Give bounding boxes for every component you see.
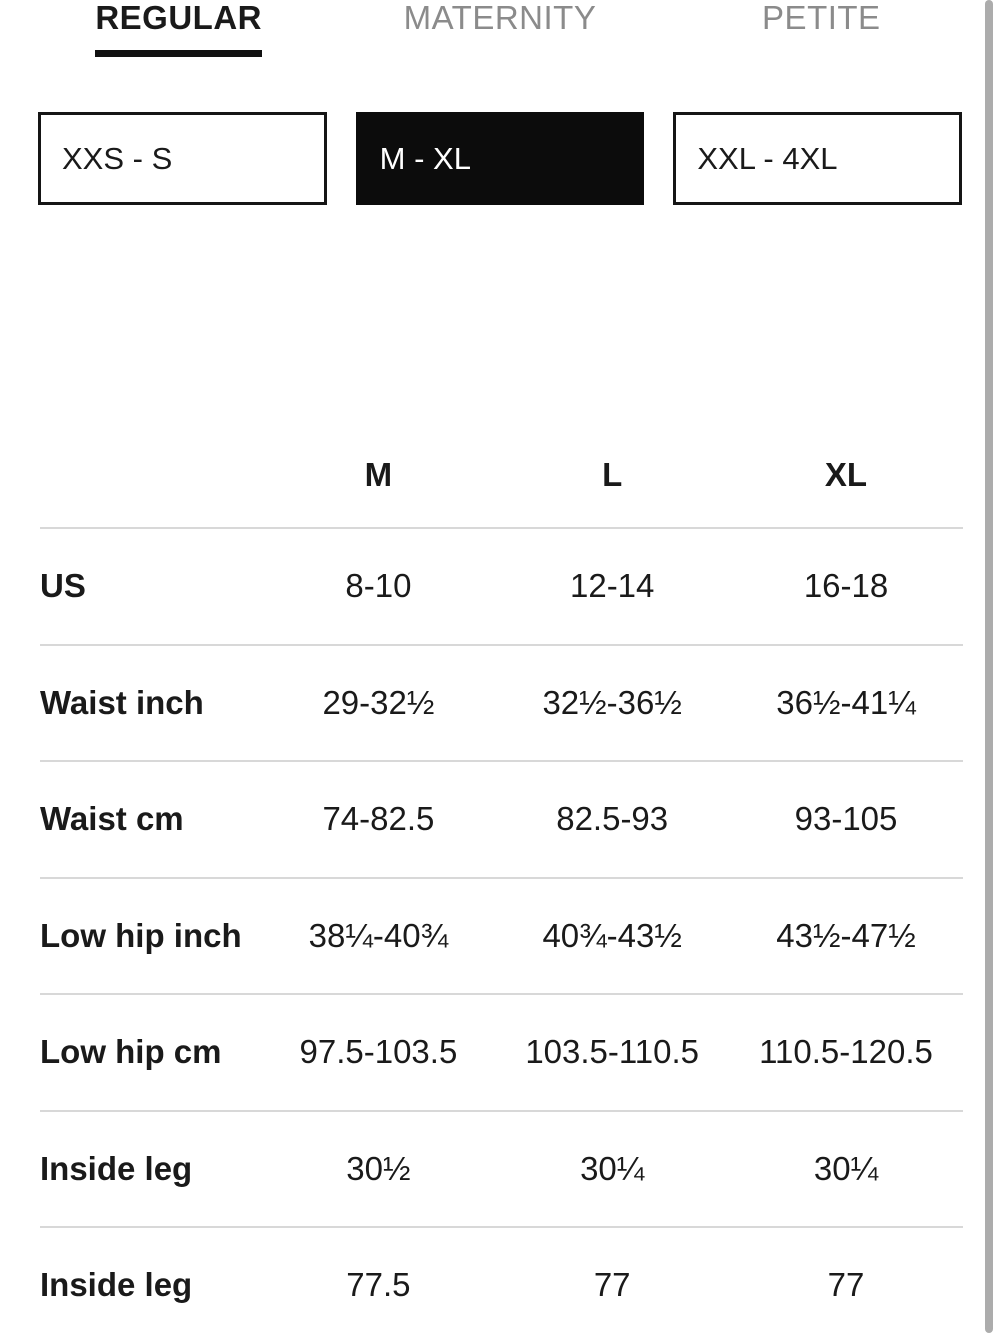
cell-value: 97.5-103.5 <box>299 1033 458 1071</box>
cell-value: 30¼ <box>813 1149 879 1187</box>
column-header-m: M <box>364 455 393 493</box>
table-header-row <box>40 422 963 527</box>
cell-value: 30¼ <box>580 1149 645 1187</box>
tab-petite-label: PETITE <box>762 0 881 36</box>
table-row-us <box>40 527 963 644</box>
column-header-xl: XL <box>824 455 868 493</box>
cell-value: 110.5-120.5 <box>759 1033 933 1071</box>
size-range-button-xxl-4xl[interactable]: XXL - 4XL <box>673 112 962 205</box>
row-label: Inside leg <box>40 1149 193 1187</box>
vertical-scrollbar[interactable] <box>985 0 993 1333</box>
cell-value: 8-10 <box>345 567 412 605</box>
cell-value: 77 <box>593 1266 631 1304</box>
row-label: Waist inch <box>40 683 204 721</box>
cell-value: 16-18 <box>803 567 889 605</box>
size-range-button-xxs-s[interactable]: XXS - S <box>38 112 327 205</box>
tab-petite[interactable] <box>661 0 982 57</box>
cell-value: 43½-47½ <box>776 916 916 954</box>
cell-value: 36½-41¼ <box>776 683 916 721</box>
tab-maternity[interactable] <box>339 0 660 57</box>
tab-maternity-label: MATERNITY <box>403 0 597 36</box>
row-label: Inside leg <box>40 1266 193 1304</box>
cell-value: 93-105 <box>794 800 898 838</box>
row-label: Waist cm <box>40 800 184 838</box>
cell-value: 77.5 <box>346 1266 411 1304</box>
table-row-waist-cm <box>40 760 963 877</box>
table-row-low-hip-inch <box>40 877 963 994</box>
size-range-button-m-xl[interactable]: M - XL <box>356 112 645 205</box>
cell-value: 82.5-93 <box>556 800 669 838</box>
table-row-waist-inch <box>40 644 963 761</box>
cell-value: 38¼-40¾ <box>308 916 449 954</box>
table-row-low-hip-cm <box>40 993 963 1110</box>
column-header-l: L <box>602 455 623 493</box>
size-range-selector <box>38 112 962 205</box>
tab-regular[interactable] <box>18 0 339 57</box>
cell-value: 74-82.5 <box>322 800 435 838</box>
cell-value: 103.5-110.5 <box>525 1033 700 1071</box>
table-row-inside-leg-inch <box>40 1110 963 1227</box>
cell-value: 77 <box>827 1266 865 1304</box>
size-table <box>40 422 963 1333</box>
cell-value: 29-32½ <box>322 683 435 721</box>
cell-value: 12-14 <box>569 567 655 605</box>
cell-value: 32½-36½ <box>542 683 682 721</box>
fit-type-tabs <box>18 0 982 57</box>
cell-value: 30½ <box>346 1149 411 1187</box>
row-label: Low hip inch <box>40 916 242 954</box>
table-row-inside-leg-cm <box>40 1226 963 1333</box>
cell-value: 40¾-43½ <box>542 916 682 954</box>
row-label: US <box>40 567 86 605</box>
row-label: Low hip cm <box>40 1033 222 1071</box>
tab-regular-label: REGULAR <box>95 0 262 57</box>
